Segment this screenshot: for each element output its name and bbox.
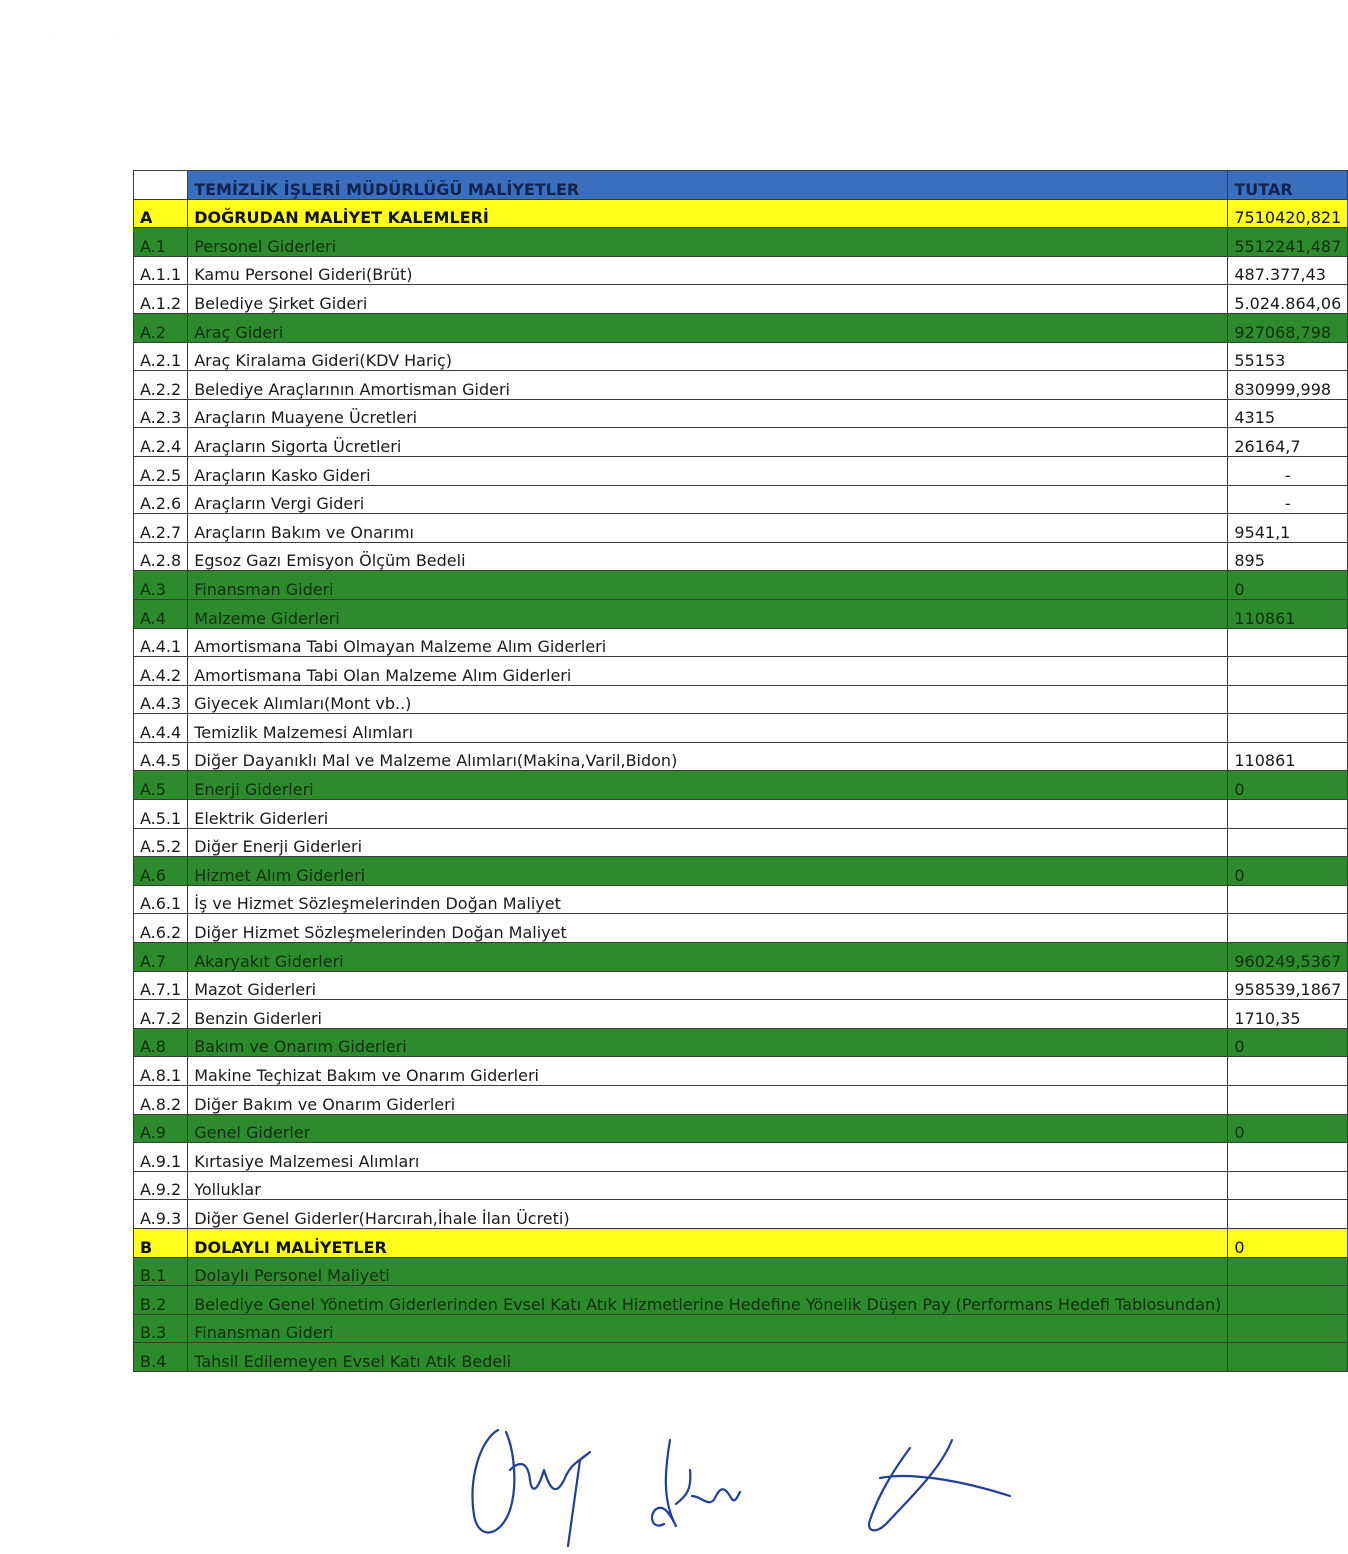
row-label: DOĞRUDAN MALİYET KALEMLERİ xyxy=(188,199,1228,228)
row-amount: 927068,798 xyxy=(1228,313,1348,342)
scan-speck: . xyxy=(50,30,53,38)
row-amount: 5512241,487 xyxy=(1228,228,1348,257)
row-label: Genel Giderler xyxy=(188,1114,1228,1143)
row-label: Enerji Giderleri xyxy=(188,771,1228,800)
row-code: A.2.5 xyxy=(134,456,188,485)
cost-table xyxy=(133,170,1348,1372)
row-code: A.8 xyxy=(134,1028,188,1057)
row-code: B.2 xyxy=(134,1286,188,1315)
row-label: Bakım ve Onarım Giderleri xyxy=(188,1028,1228,1057)
table-row xyxy=(134,1057,1348,1086)
table-row xyxy=(134,1000,1348,1029)
row-code: B.1 xyxy=(134,1257,188,1286)
row-amount xyxy=(1228,885,1348,914)
row-label: Mazot Giderleri xyxy=(188,971,1228,1000)
row-amount xyxy=(1228,1143,1348,1172)
row-label: Akaryakıt Giderleri xyxy=(188,943,1228,972)
row-amount: 0 xyxy=(1228,1228,1348,1257)
row-code: A.2.6 xyxy=(134,485,188,514)
row-code: A.3 xyxy=(134,571,188,600)
row-label: Araç Gideri xyxy=(188,313,1228,342)
row-code: A.4 xyxy=(134,599,188,628)
table-row xyxy=(134,542,1348,571)
row-label: Yolluklar xyxy=(188,1171,1228,1200)
row-label: Diğer Bakım ve Onarım Giderleri xyxy=(188,1086,1228,1115)
row-code: A.2.8 xyxy=(134,542,188,571)
table-row xyxy=(134,1314,1348,1343)
scan-speck: . xyxy=(116,30,119,38)
table-row xyxy=(134,285,1348,314)
row-code: A.9.1 xyxy=(134,1143,188,1172)
row-amount xyxy=(1228,628,1348,657)
row-label: DOLAYLI MALİYETLER xyxy=(188,1228,1228,1257)
row-label: Elektrik Giderleri xyxy=(188,800,1228,829)
row-code: A.1.1 xyxy=(134,256,188,285)
row-label: Temizlik Malzemesi Alımları xyxy=(188,714,1228,743)
row-amount: 110861 xyxy=(1228,742,1348,771)
row-code: B.4 xyxy=(134,1343,188,1372)
table-row xyxy=(134,1086,1348,1115)
row-label: Araçların Sigorta Ücretleri xyxy=(188,428,1228,457)
row-amount: 958539,1867 xyxy=(1228,971,1348,1000)
table-row xyxy=(134,485,1348,514)
row-amount xyxy=(1228,828,1348,857)
row-amount xyxy=(1228,1286,1348,1315)
table-row xyxy=(134,599,1348,628)
row-label: Amortismana Tabi Olan Malzeme Alım Giderleri xyxy=(188,657,1228,686)
row-code: A.4.5 xyxy=(134,742,188,771)
row-amount xyxy=(1228,1057,1348,1086)
row-code: A.9.2 xyxy=(134,1171,188,1200)
row-code: A.7.2 xyxy=(134,1000,188,1029)
row-label: Makine Teçhizat Bakım ve Onarım Giderleri xyxy=(188,1057,1228,1086)
row-label: Belediye Şirket Gideri xyxy=(188,285,1228,314)
row-label: Belediye Genel Yönetim Giderlerinden Evsel Katı Atık Hizmetlerine Hedefine Yönelik Düşen Pay (Performans Hedefi Tablosundan) xyxy=(188,1286,1228,1315)
table-row xyxy=(134,828,1348,857)
row-label: Araçların Kasko Gideri xyxy=(188,456,1228,485)
row-amount: 4315 xyxy=(1228,399,1348,428)
row-label: Diğer Genel Giderler(Harcırah,İhale İlan Ücreti) xyxy=(188,1200,1228,1229)
row-amount: 9541,1 xyxy=(1228,514,1348,543)
row-label: Egsoz Gazı Emisyon Ölçüm Bedeli xyxy=(188,542,1228,571)
table-row xyxy=(134,1114,1348,1143)
row-label: Diğer Dayanıklı Mal ve Malzeme Alımları(Makina,Varil,Bidon) xyxy=(188,742,1228,771)
table-title: TEMİZLİK İŞLERİ MÜDÜRLÜĞÜ MALİYETLER xyxy=(188,171,1228,200)
row-label: Diğer Hizmet Sözleşmelerinden Doğan Maliyet xyxy=(188,914,1228,943)
row-label: Belediye Araçlarının Amortisman Gideri xyxy=(188,371,1228,400)
row-label: Hizmet Alım Giderleri xyxy=(188,857,1228,886)
table-row xyxy=(134,228,1348,257)
row-label: Malzeme Giderleri xyxy=(188,599,1228,628)
table-row xyxy=(134,657,1348,686)
table-row xyxy=(134,943,1348,972)
table-row xyxy=(134,514,1348,543)
row-code: A.4.2 xyxy=(134,657,188,686)
table-row xyxy=(134,199,1348,228)
row-amount: 26164,7 xyxy=(1228,428,1348,457)
row-amount xyxy=(1228,914,1348,943)
row-code: A.2.3 xyxy=(134,399,188,428)
table-row xyxy=(134,1143,1348,1172)
row-label: Giyecek Alımları(Mont vb..) xyxy=(188,685,1228,714)
row-code: A.6.2 xyxy=(134,914,188,943)
row-code: A.2.2 xyxy=(134,371,188,400)
row-amount: 110861 xyxy=(1228,599,1348,628)
row-code: A.2.4 xyxy=(134,428,188,457)
row-label: Amortismana Tabi Olmayan Malzeme Alım Giderleri xyxy=(188,628,1228,657)
table-row xyxy=(134,456,1348,485)
table-row xyxy=(134,914,1348,943)
row-amount: 0 xyxy=(1228,1114,1348,1143)
row-code: B xyxy=(134,1228,188,1257)
row-code: A.6 xyxy=(134,857,188,886)
row-amount: 0 xyxy=(1228,771,1348,800)
table-row xyxy=(134,371,1348,400)
row-amount: 487.377,43 xyxy=(1228,256,1348,285)
row-code: A.9 xyxy=(134,1114,188,1143)
signature-2 xyxy=(652,1440,740,1526)
row-label: Araçların Vergi Gideri xyxy=(188,485,1228,514)
table-row xyxy=(134,800,1348,829)
row-label: Kırtasiye Malzemesi Alımları xyxy=(188,1143,1228,1172)
row-code: A.2.1 xyxy=(134,342,188,371)
signature-1 xyxy=(472,1430,590,1546)
row-label: Araç Kiralama Gideri(KDV Hariç) xyxy=(188,342,1228,371)
row-code: A.4.1 xyxy=(134,628,188,657)
row-label: Araçların Bakım ve Onarımı xyxy=(188,514,1228,543)
table-row xyxy=(134,971,1348,1000)
row-label: Finansman Gideri xyxy=(188,571,1228,600)
table-row xyxy=(134,399,1348,428)
table-row xyxy=(134,571,1348,600)
table-row xyxy=(134,857,1348,886)
row-code: A.1.2 xyxy=(134,285,188,314)
row-code: A.7.1 xyxy=(134,971,188,1000)
row-amount xyxy=(1228,1343,1348,1372)
row-label: Diğer Enerji Giderleri xyxy=(188,828,1228,857)
row-amount: - xyxy=(1228,456,1348,485)
row-label: İş ve Hizmet Sözleşmelerinden Doğan Maliyet xyxy=(188,885,1228,914)
row-amount: - xyxy=(1228,485,1348,514)
row-amount: 0 xyxy=(1228,571,1348,600)
row-code: A.4.4 xyxy=(134,714,188,743)
row-label: Personel Giderleri xyxy=(188,228,1228,257)
row-code: B.3 xyxy=(134,1314,188,1343)
row-amount: 7510420,821 xyxy=(1228,199,1348,228)
table-row xyxy=(134,714,1348,743)
row-code: A.2.7 xyxy=(134,514,188,543)
table-row xyxy=(134,742,1348,771)
amount-column-header: TUTAR xyxy=(1228,171,1348,200)
row-amount: 895 xyxy=(1228,542,1348,571)
row-amount: 1710,35 xyxy=(1228,1000,1348,1029)
row-code: A.7 xyxy=(134,943,188,972)
table-row xyxy=(134,256,1348,285)
row-label: Benzin Giderleri xyxy=(188,1000,1228,1029)
row-amount xyxy=(1228,1314,1348,1343)
row-label: Dolaylı Personel Maliyeti xyxy=(188,1257,1228,1286)
row-code: A.5.1 xyxy=(134,800,188,829)
row-label: Kamu Personel Gideri(Brüt) xyxy=(188,256,1228,285)
row-amount xyxy=(1228,1257,1348,1286)
table-row xyxy=(134,1343,1348,1372)
table-row xyxy=(134,628,1348,657)
table-row xyxy=(134,1200,1348,1229)
signatures xyxy=(440,1400,1020,1550)
table-row xyxy=(134,1286,1348,1315)
row-amount: 830999,998 xyxy=(1228,371,1348,400)
table-row xyxy=(134,771,1348,800)
row-code: A.5.2 xyxy=(134,828,188,857)
table-row xyxy=(134,1257,1348,1286)
row-amount xyxy=(1228,1171,1348,1200)
table-row xyxy=(134,1171,1348,1200)
row-amount xyxy=(1228,657,1348,686)
table-row xyxy=(134,685,1348,714)
row-amount xyxy=(1228,1200,1348,1229)
row-amount: 960249,5367 xyxy=(1228,943,1348,972)
signature-3 xyxy=(869,1440,1010,1530)
row-label: Finansman Gideri xyxy=(188,1314,1228,1343)
row-amount: 0 xyxy=(1228,1028,1348,1057)
table-row xyxy=(134,428,1348,457)
row-label: Araçların Muayene Ücretleri xyxy=(188,399,1228,428)
row-amount: 5.024.864,06 xyxy=(1228,285,1348,314)
table-row xyxy=(134,342,1348,371)
row-code: A.6.1 xyxy=(134,885,188,914)
row-amount xyxy=(1228,1086,1348,1115)
table-row xyxy=(134,885,1348,914)
row-code: A xyxy=(134,199,188,228)
row-code: A.8.2 xyxy=(134,1086,188,1115)
row-code: A.9.3 xyxy=(134,1200,188,1229)
row-code: A.5 xyxy=(134,771,188,800)
row-label: Tahsil Edilemeyen Evsel Katı Atık Bedeli xyxy=(188,1343,1228,1372)
row-amount xyxy=(1228,800,1348,829)
row-code: A.1 xyxy=(134,228,188,257)
table-row xyxy=(134,1228,1348,1257)
header-code-cell xyxy=(134,171,188,200)
table-row xyxy=(134,1028,1348,1057)
table-row xyxy=(134,313,1348,342)
row-amount xyxy=(1228,685,1348,714)
row-code: A.4.3 xyxy=(134,685,188,714)
row-code: A.8.1 xyxy=(134,1057,188,1086)
row-amount xyxy=(1228,714,1348,743)
row-amount: 0 xyxy=(1228,857,1348,886)
row-code: A.2 xyxy=(134,313,188,342)
table-header-row xyxy=(134,171,1348,200)
row-amount: 55153 xyxy=(1228,342,1348,371)
